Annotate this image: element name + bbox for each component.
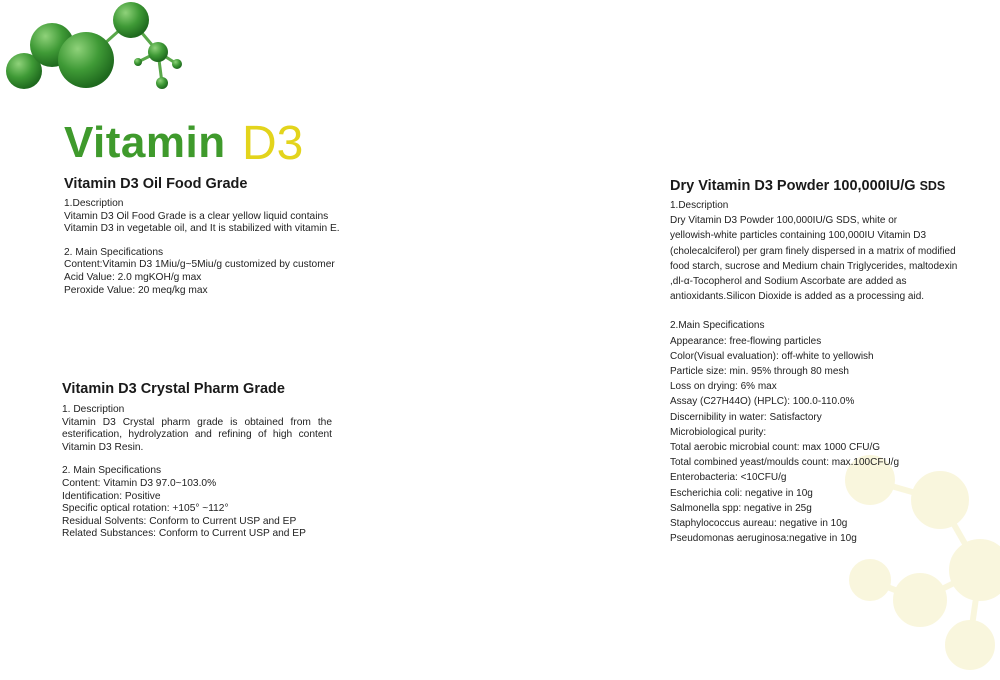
oil-heading: Vitamin D3 Oil Food Grade [64,176,248,192]
oil-spec-line: Content:Vitamin D3 1Miu/g~5Miu/g customized by customer [64,259,335,271]
dry-heading-suffix: SDS [919,179,946,193]
oil-spec-heading: 2. Main Specifications [64,246,164,258]
dry-spec-line: Particle size: min. 95% through 80 mesh [670,366,849,378]
dry-desc-line: (cholecalciferol) per gram finely dispersed in a matrix of modified [670,245,956,257]
dry-spec-line: Pseudomonas aeruginosa:negative in 10g [670,533,857,545]
dry-desc-heading: 1.Description [670,200,729,211]
dry-spec-line: Salmonella spp: negative in 25g [670,502,812,514]
crystal-desc-line: Vitamin D3 Resin. [62,441,144,453]
page-title-word: Vitamin [64,118,226,167]
crystal-spec-line: Residual Solvents: Conform to Current USP and EP [62,515,297,527]
dry-section [670,178,970,546]
dry-desc-line: antioxidants.Silicon Dioxide is added as a processing aid. [670,291,925,303]
oil-spec-line: Acid Value: 2.0 mgKOH/g max [64,271,202,283]
dry-heading-text: Dry Vitamin D3 Powder 100,000IU/G [670,178,916,194]
oil-desc-heading: 1.Description [64,198,124,209]
crystal-spec-line: Content: Vitamin D3 97.0~103.0% [62,477,217,489]
dry-spec-line: Total combined yeast/moulds count: max.100CFU/g [670,457,899,469]
crystal-heading: Vitamin D3 Crystal Pharm Grade [62,381,285,397]
crystal-spec-line: Specific optical rotation: +105° ~112° [62,503,229,515]
dry-desc-line: ,dl-α-Tocopherol and Sodium Ascorbate are added as [670,276,907,288]
molecule-logo-graphic [0,0,200,100]
dry-heading [670,178,970,194]
dry-desc-line: Dry Vitamin D3 Powder 100,000IU/G SDS, white or [670,215,898,227]
page-title-d3: D3 [242,117,304,170]
oil-desc-line: Vitamin D3 in vegetable oil, and It is stabilized with vitamin E. [64,223,340,235]
oil-desc-line: Vitamin D3 Oil Food Grade is a clear yellow liquid contains [64,210,329,222]
dry-spec-line: Loss on drying: 6% max [670,381,777,393]
dry-desc-line: food starch, sucrose and Medium chain Triglycerides, maltodexin [670,260,958,272]
crystal-section [62,381,332,541]
crystal-spec-line: Related Substances: Conform to Current USP and EP [62,528,306,540]
crystal-spec-line: Identification: Positive [62,490,161,502]
dry-spec-line: Assay (C27H44O) (HPLC): 100.0-110.0% [670,396,855,408]
oil-section [64,176,354,297]
crystal-desc-line: Vitamin D3 Crystal pharm grade is obtained from the [62,416,332,428]
dry-spec-line: Appearance: free-flowing particles [670,335,822,347]
dry-spec-line: Enterobacteria: <10CFU/g [670,472,787,484]
dry-spec-line: Microbiological purity: [670,426,767,438]
crystal-desc-line: esterification, hydrolyzation and refining of high content [62,429,332,441]
crystal-spec-heading: 2. Main Specifications [62,465,162,477]
crystal-desc-heading: 1. Description [62,404,125,415]
dry-spec-line: Staphylococcus aureau: negative in 10g [670,518,848,530]
oil-spec-line: Peroxide Value: 20 meq/kg max [64,284,208,296]
dry-spec-line: Color(Visual evaluation): off-white to yellowish [670,350,874,362]
dry-spec-line: Discernibility in water: Satisfactory [670,411,822,423]
dry-spec-heading: 2.Main Specifications [670,320,765,332]
dry-spec-line: Total aerobic microbial count: max 1000 CFU/G [670,442,881,454]
dry-desc-line: yellowish-white particles containing 100,000IU Vitamin D3 [670,230,927,242]
dry-spec-line: Escherichia coli: negative in 10g [670,487,813,499]
